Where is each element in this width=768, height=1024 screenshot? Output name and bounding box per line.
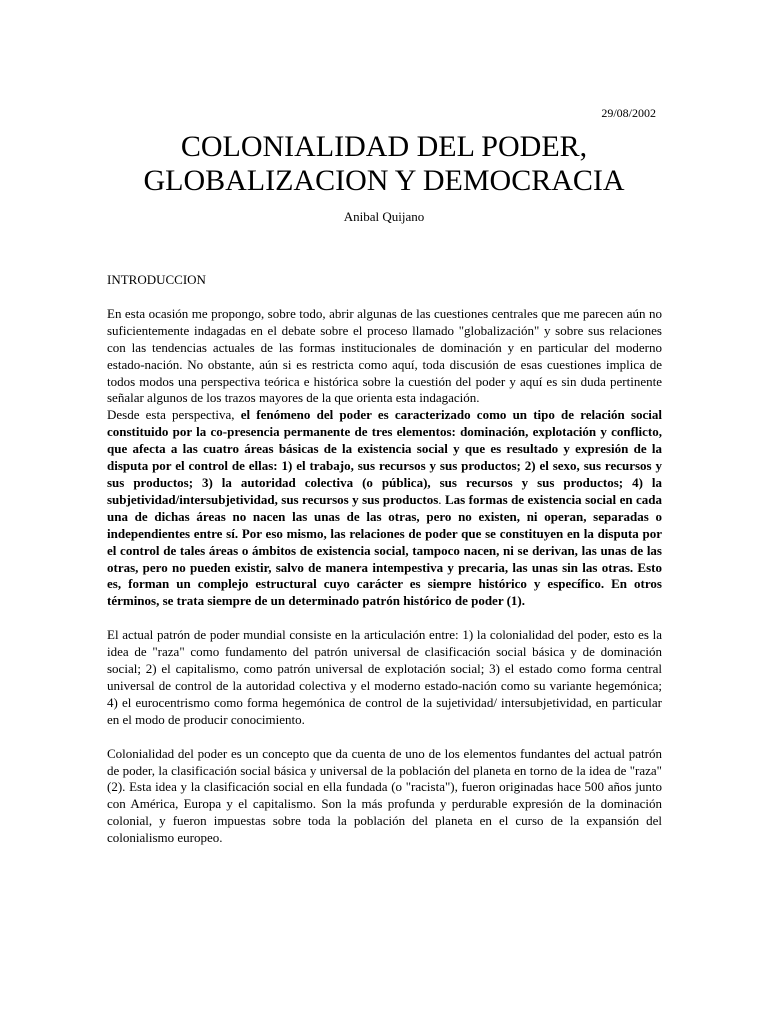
paragraph-3: El actual patrón de poder mundial consiste en la articulación entre: 1) la colonialidad del poder, esto es la idea de "raza" como fundamento del patrón universal de clasificación social básica y de dominación social; 2) el capitalismo, como patrón universal de explotación social; 3) el estado como forma central universal de control de la autoridad colectiva y el moderno estado-nación como su variante hegemónica; 4) el eurocentrismo como forma hegemónica de control de la sujetividad/ intersubjetividad, en particular en el modo de producir conocimiento.	[107, 627, 662, 727]
document-body	[107, 272, 662, 847]
title-line-1: COLONIALIDAD DEL PODER,	[180, 130, 588, 163]
paragraph-2-bold-2: Las formas de existencia social en cada una de dichas áreas no nacen las unas de las otras, pero no existen, ni operan, separadas o independientes entre sí. Por eso mismo, las relaciones de poder que se constituyen en la disputa por el control de tales áreas o ámbitos de existencia social, tampoco nacen, ni se derivan, las unas de las otras, pero no pueden existir, salvo de manera intempestiva y precaria, las unas sin las otras. Esto es, forman un complejo estructural cuyo carácter es siempre histórico y específico. En otros términos, se trata siempre de un determinado patrón histórico de poder (1).	[107, 491, 663, 609]
paragraph-2-lead: Desde esta perspectiva,	[107, 407, 241, 423]
paragraph-spacer	[107, 729, 662, 746]
paragraph-2-bold: el fenómeno del poder es caracterizado como un tipo de relación social constituido por la co-presencia permanente de tres elementos: dominación, explotación y conflicto, que afecta a las cuatro áreas básicas de la existencia social y que es resultado y expresión de la disputa por el control de ellas: 1) el trabajo, sus recursos y sus productos; 2) el sexo, sus recursos y sus productos; 3) la autoridad colectiva (o pública), sus recursos y sus productos; 4) la subjetividad/intersubjetividad, sus recursos y sus productos	[107, 407, 663, 507]
author-name: Anibal Quijano	[343, 209, 425, 224]
paragraph-2-mid: .	[438, 491, 445, 507]
title-line-2: GLOBALIZACION Y DEMOCRACIA	[143, 164, 625, 197]
paragraph-2	[107, 407, 662, 610]
paragraph-1: En esta ocasión me propongo, sobre todo, abrir algunas de las cuestiones centrales que me parecen aún no suficientemente indagadas en el debate sobre el proceso llamado "globalización" y sobre sus relaciones con las tendencias actuales de las formas institucionales de dominación y en particular del moderno estado-nación. No obstante, aún si es restricta como aquí, toda discusión de esas cuestiones implica de todos modos una perspectiva teórica e histórica sobre la cuestión del poder y aquí es sin duda pertinente señalar algunos de los trazos mayores de la que orienta esta indagación.	[107, 305, 662, 406]
paragraph-spacer	[107, 610, 662, 627]
document-date: 29/08/2002	[601, 106, 656, 120]
section-heading: INTRODUCCION	[107, 272, 206, 287]
paragraph-4: Colonialidad del poder es un concepto que da cuenta de uno de los elementos fundantes del actual patrón de poder, la clasificación social básica y universal de la población del planeta en torno de la idea de "raza"(2). Esta idea y la clasificación social en ella fundada (o "racista"), fueron originadas hace 500 años junto con América, Europa y el capitalismo. Son la más profunda y perdurable expresión de la dominación colonial, y fueron impuestas sobre toda la población del planeta en el curso de la expansión del colonialismo europeo.	[107, 745, 662, 846]
document-title	[0, 130, 768, 198]
